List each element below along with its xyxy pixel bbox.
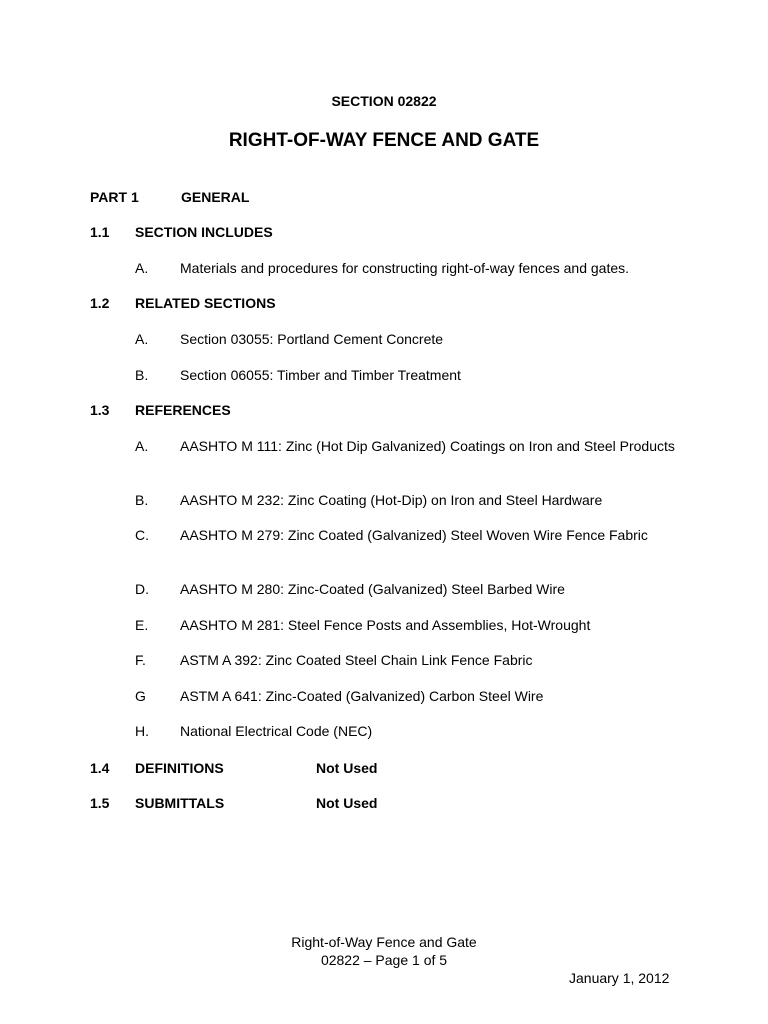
item-text: AASHTO M 279: Zinc Coated (Galvanized) Steel Woven Wire Fence Fabric bbox=[180, 527, 648, 543]
item-text: AASHTO M 280: Zinc-Coated (Galvanized) Steel Barbed Wire bbox=[180, 581, 565, 597]
item-letter: E. bbox=[135, 617, 149, 633]
page-title: RIGHT-OF-WAY FENCE AND GATE bbox=[228, 130, 540, 151]
footer-title: Right-of-Way Fence and Gate bbox=[291, 934, 477, 950]
section-title-1-4: DEFINITIONS bbox=[135, 760, 224, 776]
item-text: AASHTO M 281: Steel Fence Posts and Assemblies, Hot-Wrought bbox=[180, 617, 591, 633]
item-text: ASTM A 392: Zinc Coated Steel Chain Link Fence Fabric bbox=[180, 652, 533, 668]
item-text: National Electrical Code (NEC) bbox=[180, 723, 373, 739]
item-letter: A. bbox=[135, 438, 149, 454]
item-letter: A. bbox=[135, 331, 149, 347]
item-letter: B. bbox=[135, 367, 149, 383]
part-name: GENERAL bbox=[181, 189, 250, 205]
footer-page-number: 02822 – Page 1 of 5 bbox=[320, 952, 448, 968]
not-used-label: Not Used bbox=[316, 760, 378, 776]
item-text: Section 03055: Portland Cement Concrete bbox=[180, 331, 444, 347]
footer-date: January 1, 2012 bbox=[569, 970, 670, 986]
item-letter: B. bbox=[135, 492, 149, 508]
section-number: SECTION 02822 bbox=[331, 93, 437, 109]
section-number-1-3: 1.3 bbox=[90, 402, 110, 418]
item-letter: H. bbox=[135, 723, 149, 739]
item-text: ASTM A 641: Zinc-Coated (Galvanized) Carbon Steel Wire bbox=[180, 688, 544, 704]
section-title-1-3: REFERENCES bbox=[135, 402, 231, 418]
section-number-1-4: 1.4 bbox=[90, 760, 110, 776]
section-number-1-5: 1.5 bbox=[90, 795, 110, 811]
item-text: Section 06055: Timber and Timber Treatment bbox=[180, 367, 461, 383]
section-title-1-2: RELATED SECTIONS bbox=[135, 295, 276, 311]
item-letter: C. bbox=[135, 527, 149, 543]
section-title-1-1: SECTION INCLUDES bbox=[135, 224, 273, 240]
item-letter: D. bbox=[135, 581, 149, 597]
item-letter: G bbox=[135, 688, 146, 704]
item-letter: F. bbox=[135, 652, 146, 668]
section-title-1-5: SUBMITTALS bbox=[135, 795, 225, 811]
section-number-1-2: 1.2 bbox=[90, 295, 110, 311]
section-number-1-1: 1.1 bbox=[90, 224, 110, 240]
item-text: AASHTO M 111: Zinc (Hot Dip Galvanized) Coatings on Iron and Steel Products bbox=[180, 438, 675, 454]
not-used-label: Not Used bbox=[316, 795, 378, 811]
item-text: Materials and procedures for constructing right-of-way fences and gates. bbox=[180, 260, 630, 276]
part-number: PART 1 bbox=[90, 189, 139, 205]
item-text: AASHTO M 232: Zinc Coating (Hot-Dip) on Iron and Steel Hardware bbox=[180, 492, 603, 508]
item-letter: A. bbox=[135, 260, 149, 276]
